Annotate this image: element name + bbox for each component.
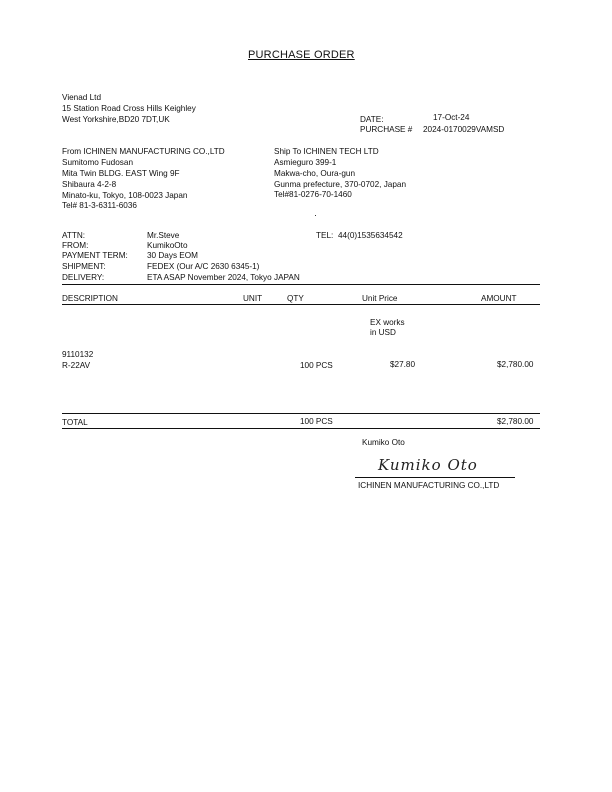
- total-bottom-rule: [62, 428, 540, 429]
- from-address-line-4: Minato-ku, Tokyo, 108-0023 Japan: [62, 191, 188, 200]
- ship-to-address-line-2: Makwa-cho, Oura-gun: [274, 169, 355, 178]
- po-number-label: PURCHASE #: [360, 125, 413, 134]
- signatory-company: ICHINEN MANUFACTURING CO.,LTD: [358, 481, 500, 490]
- from-value: KumikoOto: [147, 241, 188, 250]
- date-value: 17-Oct-24: [433, 113, 470, 122]
- from-company: From ICHINEN MANUFACTURING CO.,LTD: [62, 147, 225, 156]
- table-top-rule: [62, 284, 540, 285]
- tel-label: TEL:: [316, 231, 334, 240]
- buyer-address-line-2: West Yorkshire,BD20 7DT,UK: [62, 115, 170, 124]
- from-telephone: Tel# 81-3-6311-6036: [62, 201, 137, 210]
- po-number-value: 2024-0170029VAMSD: [423, 125, 505, 134]
- attn-label: ATTN:: [62, 231, 86, 240]
- pricing-terms-line-2: in USD: [370, 328, 396, 337]
- total-amount: $2,780.00: [497, 417, 534, 426]
- date-label: DATE:: [360, 115, 384, 124]
- header-description: DESCRIPTION: [62, 294, 118, 303]
- ship-to-telephone: Tel#81-0276-70-1460: [274, 190, 352, 199]
- from-address-line-2: Mita Twin BLDG. EAST Wing 9F: [62, 169, 180, 178]
- delivery-label: DELIVERY:: [62, 273, 105, 282]
- handwritten-signature: Kumiko Oto: [378, 456, 478, 474]
- item-code: 9110132: [62, 350, 94, 359]
- header-unit-price: Unit Price: [362, 294, 398, 303]
- payment-term-label: PAYMENT TERM:: [62, 251, 128, 260]
- buyer-address-line-1: 15 Station Road Cross Hills Keighley: [62, 104, 196, 113]
- page-title: PURCHASE ORDER: [248, 49, 355, 61]
- ship-to-address-line-3: Gunma prefecture, 370-0702, Japan: [274, 180, 406, 189]
- header-unit: UNIT: [243, 294, 263, 303]
- shipment-label: SHIPMENT:: [62, 262, 106, 271]
- total-top-rule: [62, 413, 540, 414]
- buyer-name: Vienad Ltd: [62, 93, 102, 102]
- item-qty: 100 PCS: [300, 361, 333, 370]
- scan-speck: [315, 215, 316, 216]
- delivery-value: ETA ASAP November 2024, Tokyo JAPAN: [147, 273, 300, 282]
- table-header-rule: [62, 304, 540, 305]
- from-label: FROM:: [62, 241, 89, 250]
- pricing-terms-line-1: EX works: [370, 318, 405, 327]
- item-unit-price: $27.80: [390, 360, 416, 369]
- total-label: TOTAL: [62, 418, 88, 427]
- shipment-value: FEDEX (Our A/C 2630 6345-1): [147, 262, 260, 271]
- ship-to-company: Ship To ICHINEN TECH LTD: [274, 147, 379, 156]
- total-qty: 100 PCS: [300, 417, 333, 426]
- ship-to-address-line-1: Asmieguro 399-1: [274, 158, 337, 167]
- item-amount: $2,780.00: [497, 360, 534, 369]
- attn-value: Mr.Steve: [147, 231, 180, 240]
- header-amount: AMOUNT: [481, 294, 517, 303]
- tel-value: 44(0)1535634542: [338, 231, 403, 240]
- item-description: R-22AV: [62, 361, 91, 370]
- payment-term-value: 30 Days EOM: [147, 251, 198, 260]
- from-address-line-1: Sumitomo Fudosan: [62, 158, 133, 167]
- signatory-name: Kumiko Oto: [362, 438, 405, 447]
- from-address-line-3: Shibaura 4-2-8: [62, 180, 117, 189]
- header-qty: QTY: [287, 294, 304, 303]
- signature-line: [355, 477, 515, 478]
